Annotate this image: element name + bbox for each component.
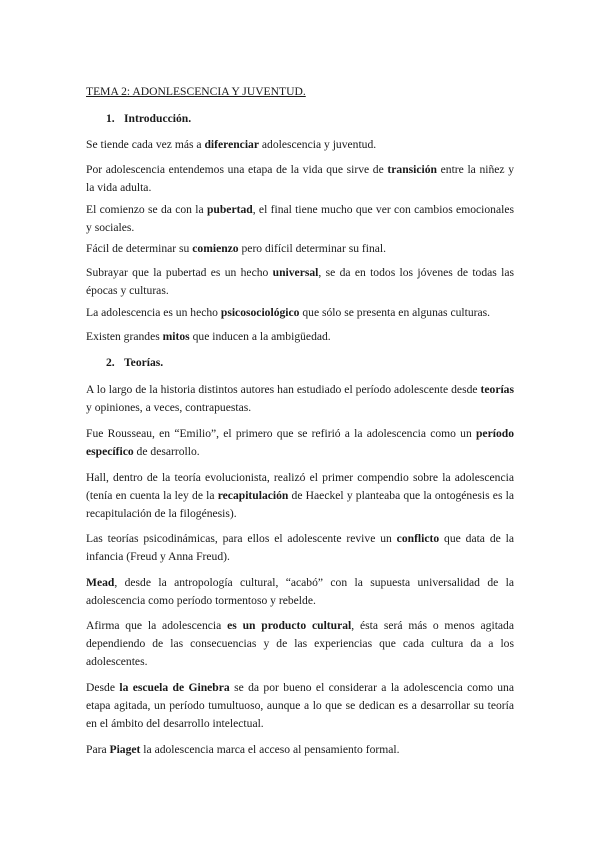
paragraph: Fue Rousseau, en “Emilio”, el primero que se refirió a la adolescencia como un período específico de desarrollo.: [86, 427, 514, 458]
bold-term: Piaget: [109, 743, 141, 756]
bold-term: es un producto cultural: [227, 619, 352, 632]
bold-term: universal: [272, 266, 319, 279]
paragraph: Para Piaget la adolescencia marca el acceso al pensamiento formal.: [86, 743, 400, 756]
bold-term: pubertad: [206, 203, 253, 216]
bold-term: teorías: [480, 383, 514, 396]
section-heading-introduccion: [106, 110, 191, 128]
paragraph: Existen grandes mitos que inducen a la ambigüedad.: [86, 330, 331, 343]
bold-term: período específico: [86, 427, 514, 458]
bold-term: Mead: [86, 576, 115, 589]
paragraph: Subrayar que la pubertad es un hecho universal, se da en todos los jóvenes de todas las épocas y culturas.: [86, 266, 514, 297]
paragraph: Afirma que la adolescencia es un producto cultural, ésta será más o menos agitada dependiendo de las consecuencias y de las experiencias que cada cultura da a los adolescentes.: [86, 619, 514, 668]
paragraph: Se tiende cada vez más a diferenciar adolescencia y juventud.: [86, 138, 377, 151]
paragraph: El comienzo se da con la pubertad, el final tiene mucho que ver con cambios emocionales y sociales.: [86, 203, 514, 234]
section-title: Teorías.: [124, 356, 164, 369]
section-number: 1.: [106, 112, 115, 125]
bold-term: la escuela de Ginebra: [119, 681, 230, 694]
bold-term: transición: [387, 163, 437, 176]
paragraph: Por adolescencia entendemos una etapa de la vida que sirve de transición entre la niñez y la vida adulta.: [86, 163, 514, 194]
bold-term: mitos: [162, 330, 190, 343]
bold-term: comienzo: [192, 242, 239, 255]
bold-term: recapitulación: [217, 489, 289, 502]
section-number: 2.: [106, 356, 115, 369]
paragraph: Fácil de determinar su comienzo pero difícil determinar su final.: [86, 242, 387, 255]
paragraph: Las teorías psicodinámicas, para ellos el adolescente revive un conflicto que data de la infancia (Freud y Anna Freud).: [86, 532, 514, 563]
paragraph: Desde la escuela de Ginebra se da por bueno el considerar a la adolescencia como una etapa agitada, un período tumultuoso, aunque a lo que se dedican es a desarrollar su teoría en el ámbito del desarrollo intelectual.: [86, 681, 514, 730]
paragraph: La adolescencia es un hecho psicosociológico que sólo se presenta en algunas culturas.: [86, 306, 491, 319]
section-title: Introducción.: [124, 112, 192, 125]
paragraph: Mead, desde la antropología cultural, “acabó” con la supuesta universalidad de la adolescencia como período tormentoso y rebelde.: [86, 576, 514, 607]
bold-term: psicosociológico: [220, 306, 300, 319]
section-heading-teorias: [106, 354, 163, 372]
paragraph: Hall, dentro de la teoría evolucionista, realizó el primer compendio sobre la adolescencia (tenía en cuenta la ley de la recapitulación de Haeckel y planteaba que la ontogénesis es la recapitulación de la filogénesis).: [86, 471, 515, 520]
paragraph: A lo largo de la historia distintos autores han estudiado el período adolescente desde teorías y opiniones, a veces, contrapuestas.: [86, 383, 514, 414]
bold-term: conflicto: [396, 532, 440, 545]
document-title: TEMA 2: ADONLESCENCIA Y JUVENTUD.: [86, 85, 306, 98]
bold-term: diferenciar: [204, 138, 259, 151]
